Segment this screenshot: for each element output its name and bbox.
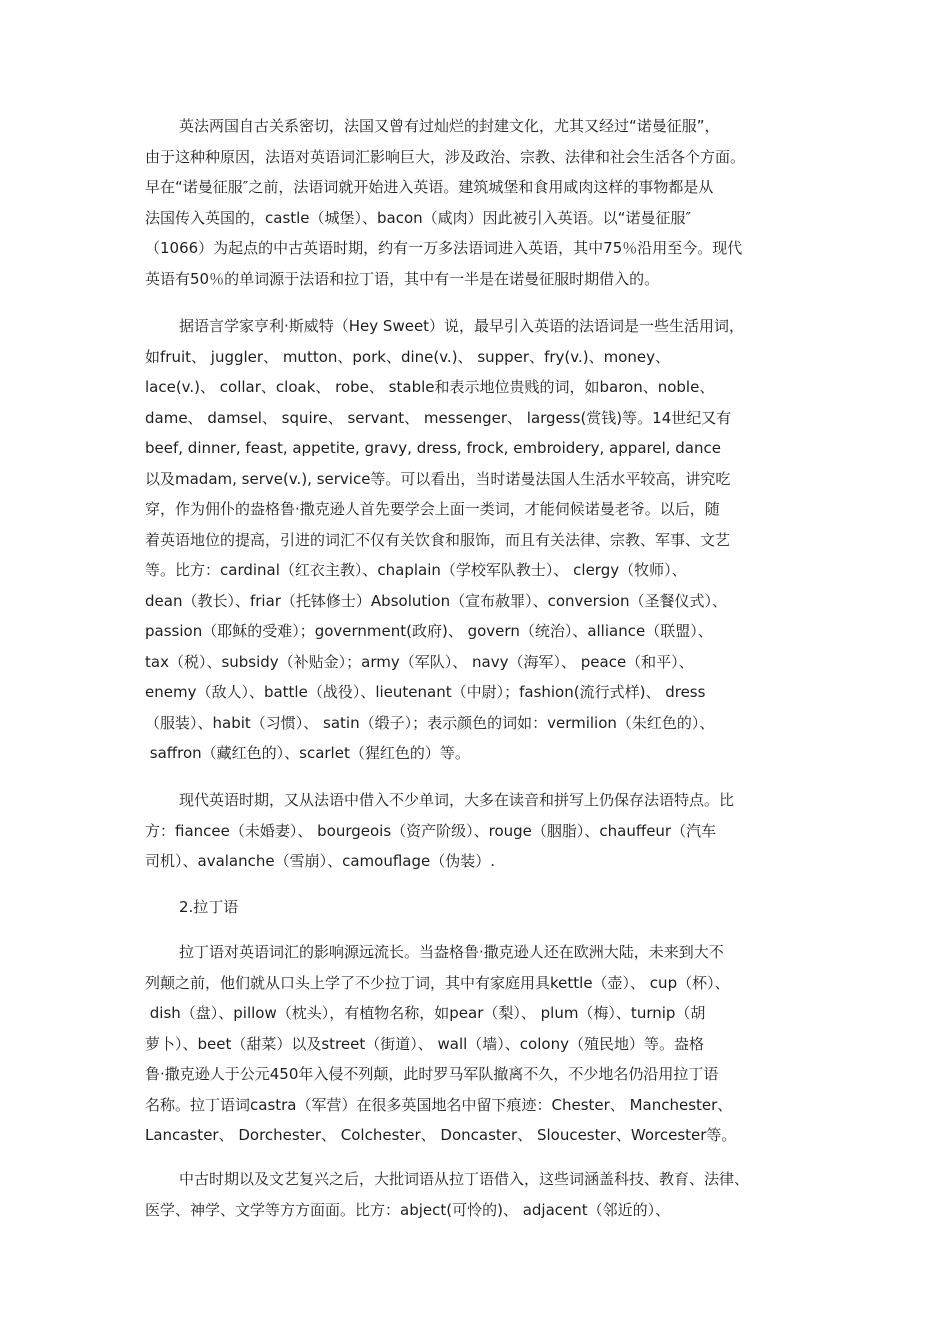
text-line: 名称。拉丁语词castra（军营）在很多英国地名中留下痕迹：Chester、 Manchester、 [145,1095,733,1114]
text-line: 以及madam, serve(v.), service等。可以看出，当时诺曼法国人生活水平较高，讲究吃 [145,469,731,488]
text-line: dame、 damsel、 squire、 servant、 messenger、 largess(赏钱)等。14世纪又有 [145,408,732,427]
text-line: 着英语地位的提高，引进的词汇不仅有关饮食和服饰，而且有关法律、宗教、军事、文艺 [145,530,731,549]
text-line: （1066）为起点的中古英语时期，约有一万多法语词进入英语，其中75％沿用至今。现代 [145,239,743,257]
text-line: 早在“诺曼征服″之前，法语词就开始进入英语。建筑城堡和食用咸肉这样的事物都是从 [145,178,714,196]
text-line: 法国传入英国的，castle（城堡）、bacon（咸肉）因此被引入英语。以“诺曼征服″ [145,208,692,227]
text-line: 由于这种种原因，法语对英语词汇影响巨大，涉及政治、宗教、法律和社会生活各个方面。 [145,147,746,166]
text-line: 英语有50％的单词源于法语和拉丁语，其中有一半是在诺曼征服时期借入的。 [145,269,660,288]
section-heading: 2.拉丁语 [179,898,239,916]
text-line: Lancaster、 Dorchester、 Colchester、 Doncaster、 Sloucester、Worcester等。 [145,1126,737,1144]
text-line: 穿，作为佣仆的盎格鲁·撒克逊人首先要学会上面一类词，才能伺候诺曼老爷。以后，随 [145,500,720,518]
text-line: saffron（藏红色的）、scarlet（猩红色的）等。 [145,744,470,762]
text-line: 鲁·撒克逊人于公元450年入侵不列颠，此时罗马军队撤离不久，不少地名仍沿用拉丁语 [145,1065,719,1083]
text-line: 列颠之前，他们就从口头上学了不少拉丁词，其中有家庭用具kettle（壶）、 cup（杯）、 [145,973,730,992]
text-line: 拉丁语对英语词汇的影响源远流长。当盎格鲁·撒克逊人还在欧洲大陆，未来到大不 [179,943,724,961]
text-line: 英法两国自古关系密切，法国又曾有过灿烂的封建文化，尤其又经过“诺曼征服”， [179,117,720,135]
paragraph-french-influence-intro [145,111,810,294]
paragraph-modern-french-borrowings [145,785,810,877]
paragraph-latin-influence [145,937,810,1151]
text-line: 如fruit、 juggler、 mutton、pork、dine(v.)、 supper、fry(v.)、money、 [145,347,670,366]
text-line: 萝卜）、beet（甜菜）以及street（街道）、 wall（墙）、colony（殖民地）等。盎格 [145,1034,704,1053]
paragraph-medieval-latin-borrowings [145,1164,810,1225]
text-line: lace(v.)、 collar、cloak、 robe、 stable和表示地位贵贱的词，如baron、noble、 [145,378,715,396]
text-line: tax（税）、subsidy（补贴金）；army（军队）、 navy（海军）、 peace（和平）、 [145,652,694,671]
text-line: dean（教长）、friar（托钵修士）Absolution（宣布赦罪）、conversion（圣餐仪式）、 [145,591,727,610]
text-line: 据语言学家亨利·斯威特（Hey Sweet）说，最早引入英语的法语词是一些生活用词， [179,317,745,335]
text-line: 司机）、avalanche（雪崩）、camouflage（伪装）. [145,852,496,870]
text-line: 中古时期以及文艺复兴之后，大批词语从拉丁语借入，这些词涵盖科技、教育、法律、 [179,1170,750,1188]
text-line: （服装）、habit（习惯）、 satin（缎子）；表示颜色的词如：vermilion（朱红色的）、 [145,713,715,732]
text-line: 等。比方：cardinal（红衣主教）、chaplain（学校军队教士）、 clergy（牧师）、 [145,561,687,579]
paragraph-french-loanwords [145,311,810,769]
text-line: 医学、神学、文学等方方面面。比方：abject(可怜的)、 adjacent（邻近的）、 [145,1200,671,1219]
text-line: passion（耶稣的受难）；government(政府)、 govern（统治）、alliance（联盟）、 [145,622,713,640]
text-line: enemy（敌人）、battle（战役）、lieutenant（中尉）；fashion(流行式样)、 dress [145,683,706,701]
text-line: dish（盘）、pillow（枕头），有植物名称，如pear（梨）、 plum（梅）、turnip（胡 [145,1004,706,1022]
text-line: 现代英语时期，又从法语中借入不少单词，大多在读音和拼写上仍保存法语特点。比 [179,791,735,809]
text-line: 方：fiancee（未婚妻）、 bourgeois（资产阶级）、rouge（胭脂）、chauffeur（汽车 [145,821,717,840]
section-heading-latin [145,892,810,923]
text-line: beef, dinner, feast, appetite, gravy, dress, frock, embroidery, apparel, dance [145,439,721,457]
